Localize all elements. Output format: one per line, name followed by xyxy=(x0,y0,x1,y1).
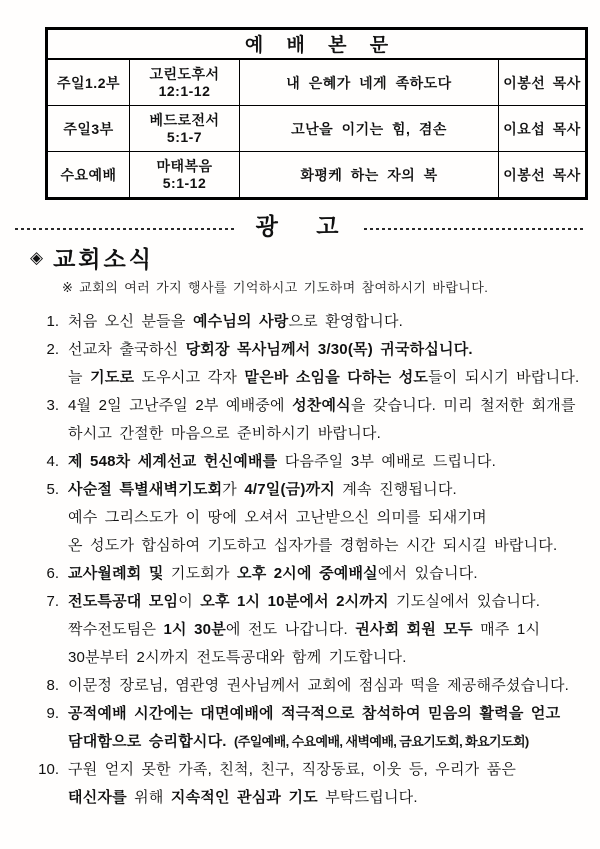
text-segment: 매주 1시 xyxy=(472,621,541,638)
table-row xyxy=(47,106,587,152)
scripture-cell xyxy=(130,106,240,152)
text-segment: 으로 환영합니다. xyxy=(288,313,404,330)
church-news-title: 교회소식 xyxy=(53,247,154,272)
text-segment: 교사월례회 및 xyxy=(68,565,164,582)
item-content xyxy=(68,672,600,700)
text-segment: 4/7일(금)까지 xyxy=(244,481,335,498)
pastor-cell: 이요섭 목사 xyxy=(499,106,587,152)
scripture-verse: 5:1-12 xyxy=(162,174,207,191)
table-row xyxy=(47,152,587,199)
item-content xyxy=(68,448,600,476)
announcement-item xyxy=(0,588,600,672)
announcement-item xyxy=(0,476,600,560)
worship-table-title: 예 배 본 문 xyxy=(47,29,587,60)
scripture-book: 마태복음 xyxy=(156,157,213,174)
item-content xyxy=(68,756,600,812)
item-line xyxy=(68,364,600,392)
text-segment: 성찬예식 xyxy=(292,397,351,414)
item-line xyxy=(68,644,600,672)
text-segment: (주일예배, 수요예배, 새벽예배, 금요기도회, 화요기도회) xyxy=(234,734,529,749)
item-content xyxy=(68,308,600,336)
worship-table xyxy=(45,27,588,200)
item-content xyxy=(68,476,600,560)
announcements-title: 광 고 xyxy=(255,212,355,239)
item-number: 3. xyxy=(46,397,59,414)
text-segment: 이 xyxy=(178,593,201,610)
item-line xyxy=(68,728,600,756)
text-segment: 1시 30분 xyxy=(163,621,226,638)
text-segment: 30분부터 2시까지 전도특공대와 함께 기도합니다. xyxy=(68,649,407,666)
text-segment: 도우시고 각자 xyxy=(134,369,245,386)
church-news-note: ※ 교회의 여러 가지 행사를 기억하시고 기도하며 참여하시기 바랍니다. xyxy=(62,280,489,295)
item-line xyxy=(68,784,600,812)
item-number: 9. xyxy=(46,705,59,722)
item-number: 5. xyxy=(46,481,59,498)
text-segment: 하시고 간절한 마음으로 준비하시기 바랍니다. xyxy=(68,425,381,442)
item-line xyxy=(68,560,600,588)
item-line xyxy=(68,532,600,560)
text-segment: 가 xyxy=(222,481,245,498)
scripture-cell xyxy=(130,152,240,199)
text-segment: 이문정 장로님, 염관영 권사님께서 교회에 점심과 떡을 제공해주셨습니다. xyxy=(68,677,570,694)
text-segment: 권사회 회원 모두 xyxy=(355,621,473,638)
text-segment: 중예배실 xyxy=(319,565,378,582)
scripture-book: 베드로전서 xyxy=(149,111,220,128)
dashed-line-left xyxy=(15,228,236,230)
item-number: 1. xyxy=(46,313,59,330)
text-segment: 오후 2시에 xyxy=(237,565,312,582)
announcement-item xyxy=(0,336,600,392)
text-segment: 기도실에서 있습니다. xyxy=(388,593,541,610)
item-number: 2. xyxy=(46,341,59,358)
announcements-divider xyxy=(0,209,600,239)
item-content xyxy=(68,588,600,672)
scripture-verse: 5:1-7 xyxy=(166,128,203,145)
item-line xyxy=(68,476,600,504)
announcement-item xyxy=(0,756,600,812)
service-cell: 주일1.2부 xyxy=(47,59,130,106)
text-segment: 예수 그리스도가 이 땅에 오셔서 고난받으신 의미를 되새기며 xyxy=(68,509,487,526)
announcement-item xyxy=(0,448,600,476)
church-news-heading xyxy=(30,241,600,274)
text-segment: 선교차 출국하신 xyxy=(68,341,186,358)
sermon-title-cell: 고난을 이기는 힘, 겸손 xyxy=(240,106,499,152)
item-number: 7. xyxy=(46,593,59,610)
table-row xyxy=(47,59,587,106)
announcement-item xyxy=(0,392,600,448)
announcement-item xyxy=(0,560,600,588)
text-segment: 늘 xyxy=(68,369,91,386)
text-segment: 들이 되시기 바랍니다. xyxy=(428,369,580,386)
text-segment: 오후 1시 10분에서 2시까지 xyxy=(200,593,389,610)
item-content xyxy=(68,336,600,392)
item-line xyxy=(68,588,600,616)
item-number: 6. xyxy=(46,565,59,582)
text-segment: 기도로 xyxy=(90,369,135,386)
announcement-list xyxy=(0,308,600,812)
item-line xyxy=(68,700,600,728)
item-line xyxy=(68,392,600,420)
text-segment: 예수님의 사랑 xyxy=(192,313,289,330)
pastor-cell: 이봉선 목사 xyxy=(499,152,587,199)
pastor-cell: 이봉선 목사 xyxy=(499,59,587,106)
item-line xyxy=(68,420,600,448)
service-cell: 수요예배 xyxy=(47,152,130,199)
text-segment: 구원 얻지 못한 가족, 친척, 친구, 직장동료, 이웃 등, 우리가 품은 xyxy=(68,761,517,778)
scripture-book: 고린도후서 xyxy=(149,65,220,82)
text-segment: 처음 오신 분들을 xyxy=(68,313,193,330)
text-segment: 태신자를 xyxy=(68,789,127,806)
item-line xyxy=(68,336,600,364)
item-line xyxy=(68,756,600,784)
text-segment: 공적예배 시간에는 대면예배에 적극적으로 참석하여 믿음의 활력을 얻고 xyxy=(68,705,561,722)
announcement-item xyxy=(0,308,600,336)
sermon-title-cell: 화평케 하는 자의 복 xyxy=(240,152,499,199)
text-segment: 사순절 특별새벽기도회 xyxy=(68,481,223,498)
text-segment: 당회장 목사님께서 3/30(목) 귀국하십니다. xyxy=(185,341,473,358)
text-segment: 온 성도가 합심하여 기도하고 십자가를 경험하는 시간 되시길 바랍니다. xyxy=(68,537,558,554)
text-segment: 을 갖습니다. 미리 철저한 회개를 xyxy=(350,397,576,414)
announcement-item xyxy=(0,700,600,756)
text-segment: 기도회가 xyxy=(163,565,238,582)
text-segment: 맡은바 소임을 다하는 성도 xyxy=(244,369,429,386)
text-segment: 위해 xyxy=(126,789,171,806)
text-segment: 담대함으로 승리합시다. xyxy=(68,733,227,750)
item-number: 4. xyxy=(46,453,59,470)
text-segment xyxy=(227,733,234,750)
announcement-item xyxy=(0,672,600,700)
text-segment: 다음주일 3부 예배로 드립니다. xyxy=(277,453,496,470)
text-segment: 지속적인 관심과 기도 xyxy=(170,789,318,806)
text-segment: 짝수전도팀은 xyxy=(68,621,164,638)
item-content xyxy=(68,392,600,448)
item-line xyxy=(68,616,600,644)
service-cell: 주일3부 xyxy=(47,106,130,152)
item-content xyxy=(68,700,600,756)
text-segment: 에서 있습니다. xyxy=(377,565,478,582)
item-line xyxy=(68,672,600,700)
text-segment: 전도특공대 모임 xyxy=(68,593,179,610)
sermon-title-cell: 내 은혜가 네게 족하도다 xyxy=(240,59,499,106)
text-segment: 부탁드립니다. xyxy=(317,789,418,806)
diamond-icon: ◈ xyxy=(30,247,47,268)
text-segment: 계속 진행됩니다. xyxy=(334,481,457,498)
item-line xyxy=(68,504,600,532)
scripture-cell xyxy=(130,59,240,106)
item-number: 8. xyxy=(46,677,59,694)
dashed-line-right xyxy=(364,228,585,230)
text-segment: 에 전도 나갑니다. xyxy=(225,621,356,638)
item-line xyxy=(68,448,600,476)
item-line xyxy=(68,308,600,336)
text-segment: 4월 2일 고난주일 2부 예배중에 xyxy=(68,397,293,414)
text-segment xyxy=(312,565,319,582)
item-content xyxy=(68,560,600,588)
text-segment: 제 548차 세계선교 헌신예배를 xyxy=(68,453,278,470)
item-number: 10. xyxy=(38,761,59,778)
scripture-verse: 12:1-12 xyxy=(158,82,211,99)
